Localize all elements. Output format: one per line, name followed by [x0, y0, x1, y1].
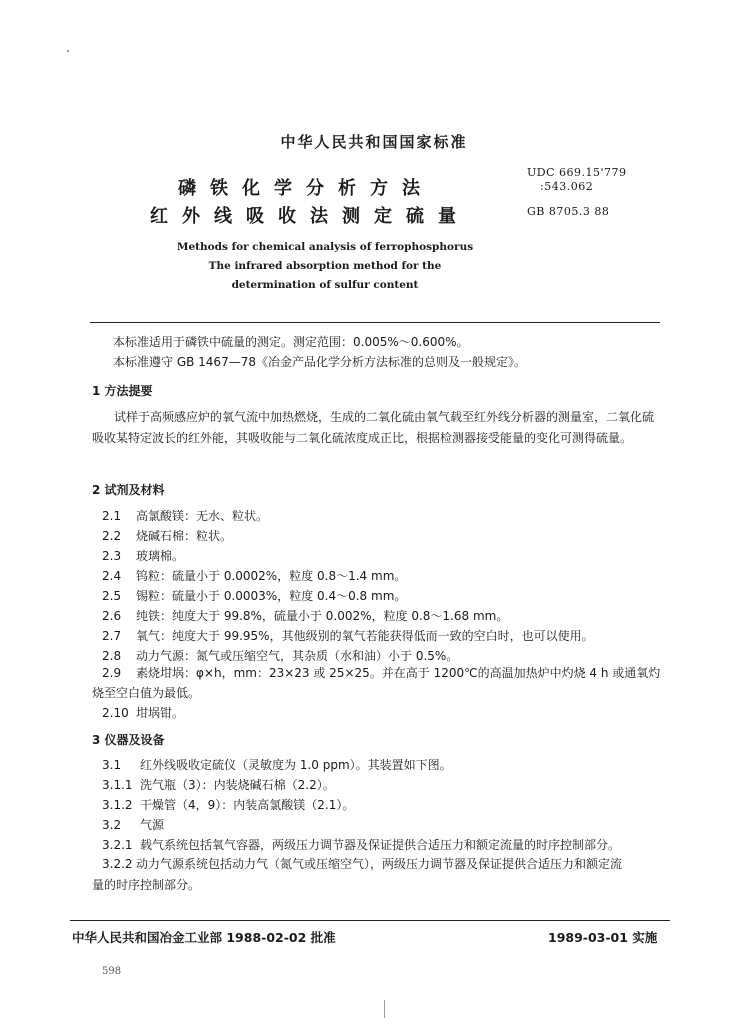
item-text: 载气系统包括氧气容器，两级压力调节器及保证提供合适压力和额定流量的时序控制部分。	[140, 838, 621, 852]
item-number: 2.2	[102, 529, 122, 543]
english-title-line3: determination of sulfur content	[231, 279, 419, 291]
udc-code-line2: :543.062	[540, 180, 594, 193]
item-text: 气源	[140, 818, 165, 832]
scan-mark	[384, 1000, 385, 1018]
principle-paragraph: 试样于高频感应炉的氧气流中加热燃烧，生成的二氧化硫由氧气载至红外线分析器的测量室，二氧化硫吸收某特定波长的红外能，其吸收能与二氧化硫浓度成正比，根据检测器接受能量的变化可测得硫量。	[92, 410, 655, 445]
item-number: 2.9	[102, 666, 122, 680]
list-item	[102, 567, 406, 584]
item-continuation: 量的时序控制部分。	[92, 878, 201, 892]
page-number: 598	[102, 966, 122, 977]
intro-scope: 本标准适用于磷铁中硫量的测定。测定范围：0.005%～0.600%。	[113, 335, 469, 349]
item-number: 3.2.2	[102, 857, 133, 871]
list-item	[102, 647, 458, 664]
list-item	[102, 855, 622, 872]
english-title-line2: The infrared absorption method for the	[208, 260, 442, 272]
item-number: 2.8	[102, 649, 122, 663]
item-number: 2.3	[102, 549, 122, 563]
item-text: 钨粒：硫量小于 0.0002%，粒度 0.8～1.4 mm。	[136, 569, 407, 583]
implementation-date: 1989-03-01 实施	[548, 930, 658, 945]
item-number: 2.7	[102, 629, 122, 643]
list-item	[102, 756, 452, 773]
item-number: 2.4	[102, 569, 122, 583]
document-title-line1: 磷铁化学分析方法	[178, 178, 434, 199]
list-item	[102, 547, 184, 564]
item-number: 2.10	[102, 706, 129, 720]
list-item	[102, 587, 406, 604]
list-item	[102, 816, 164, 833]
item-text: 洗气瓶（3）：内装烧碱石棉（2.2）。	[140, 778, 335, 792]
list-item	[102, 776, 335, 793]
list-item	[102, 796, 354, 813]
document-title-line2: 红外线吸收法测定硫量	[150, 206, 470, 227]
scan-speck	[67, 50, 69, 52]
list-item	[102, 627, 594, 644]
item-text: 烧碱石棉：粒状。	[136, 529, 233, 543]
item-number: 2.1	[102, 509, 122, 523]
english-title-line1: Methods for chemical analysis of ferrophosphorus	[176, 241, 474, 253]
item-number: 2.6	[102, 609, 122, 623]
footer-divider	[70, 920, 670, 921]
item-text: 坩埚钳。	[136, 706, 185, 720]
section-heading-apparatus: 3 仪器及设备	[92, 733, 165, 747]
item-number: 3.2.1	[102, 838, 133, 852]
item-text: 玻璃棉。	[136, 549, 185, 563]
list-item	[102, 607, 508, 624]
item-text: 纯铁：纯度大于 99.8%，硫量小于 0.002%，粒度 0.8～1.68 mm。	[136, 609, 509, 623]
list-item	[102, 664, 660, 681]
list-item	[102, 836, 620, 853]
item-number: 3.2	[102, 818, 122, 832]
gb-number: GB 8705.3 88	[527, 205, 610, 218]
approval-line: 中华人民共和国冶金工业部 1988-02-02 批准	[72, 930, 336, 945]
item-text: 素烧坩埚：φ×h，mm：23×23 或 25×25。并在高于 1200℃的高温加热炉中灼烧 4 h 或通氧灼	[136, 666, 661, 680]
section-heading-reagents: 2 试剂及材料	[92, 483, 165, 497]
item-number: 3.1.2	[102, 798, 133, 812]
item-continuation: 烧至空白值为最低。	[92, 686, 201, 700]
item-text: 干燥管（4，9）：内装高氯酸镁（2.1）。	[140, 798, 355, 812]
intro-compliance: 本标准遵守 GB 1467—78《冶金产品化学分析方法标准的总则及一般规定》。	[113, 355, 526, 369]
udc-code-line1: UDC 669.15'779	[527, 166, 627, 179]
section-heading-principle: 1 方法提要	[92, 384, 153, 398]
item-text: 氧气：纯度大于 99.95%，其他级别的氧气若能获得低而一致的空白时，也可以使用。	[136, 629, 594, 643]
standard-title: 中华人民共和国国家标准	[280, 133, 468, 151]
header-divider	[90, 322, 660, 323]
item-text: 动力气源：氮气或压缩空气，其杂质（水和油）小于 0.5%。	[136, 649, 459, 663]
item-number: 3.1	[102, 758, 122, 772]
list-item	[102, 527, 232, 544]
item-text: 高氯酸镁：无水、粒状。	[136, 509, 269, 523]
item-number: 3.1.1	[102, 778, 133, 792]
item-number: 2.5	[102, 589, 122, 603]
list-item	[102, 704, 184, 721]
item-text: 锡粒：硫量小于 0.0003%，粒度 0.4～0.8 mm。	[136, 589, 407, 603]
list-item	[102, 507, 268, 524]
item-text: 红外线吸收定硫仪（灵敏度为 1.0 ppm）。其装置如下图。	[140, 758, 452, 772]
item-text: 动力气源系统包括动力气（氮气或压缩空气），两级压力调节器及保证提供合适压力和额定流	[136, 857, 623, 871]
